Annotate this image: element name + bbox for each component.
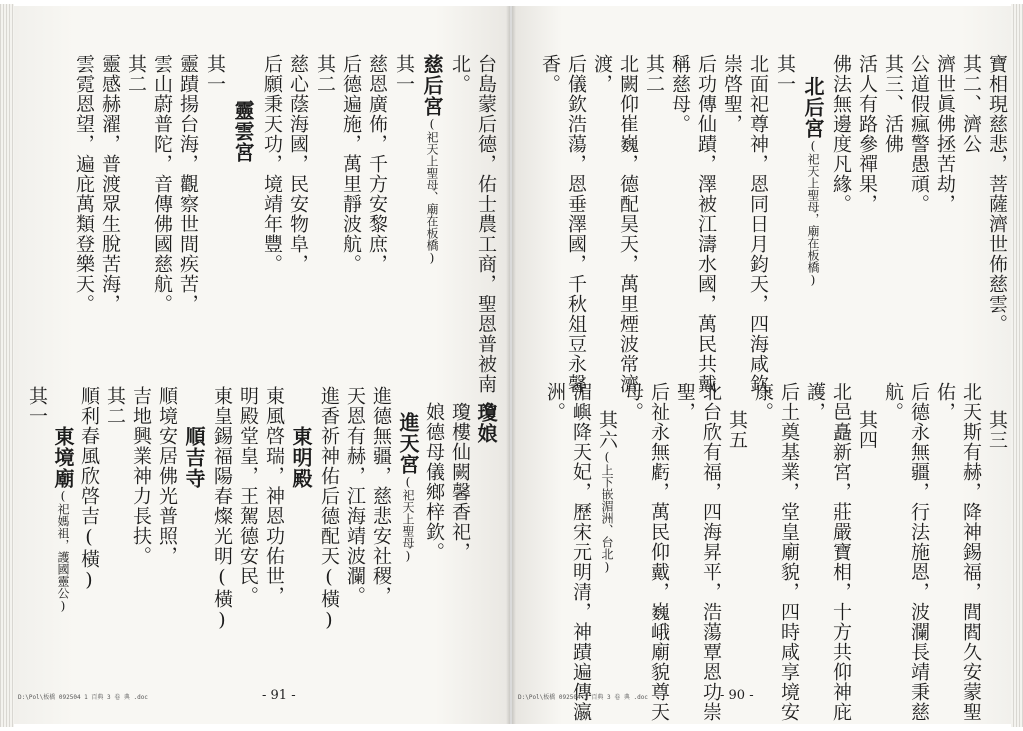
text-column — [27, 386, 46, 426]
text-column — [597, 410, 616, 574]
column-text: 其一 — [393, 54, 415, 94]
text-column — [205, 54, 224, 94]
column-annotation: (橫) — [78, 526, 100, 592]
text-column — [748, 54, 767, 394]
text-column — [100, 54, 119, 314]
column-text: 慈恩廣佈，千方安黎庶， — [366, 54, 388, 274]
text-column — [722, 54, 741, 134]
text-column — [987, 54, 1006, 334]
text-column — [779, 382, 798, 722]
text-column — [753, 382, 772, 422]
text-column — [961, 54, 980, 154]
column-text: 崇啓聖， — [721, 54, 743, 134]
column-text: 雲山蔚普陀，音傳佛國慈航。 — [151, 54, 173, 314]
column-text: 其二、濟公 — [960, 54, 982, 154]
text-column — [727, 410, 746, 450]
text-column — [909, 54, 928, 214]
column-text: 稱慈母。 — [669, 54, 691, 134]
column-text: 后祉永無虧，萬民仰戴，巍峨廟貌尊天 — [648, 382, 670, 722]
column-text: 公道假瘋警愚頑。 — [908, 54, 930, 214]
text-column — [262, 54, 281, 274]
text-column — [935, 54, 954, 214]
column-text: 其二 — [125, 54, 147, 94]
book-gutter — [506, 6, 516, 724]
column-text: 洲。 — [544, 382, 566, 422]
right-page-footer: D:\Pol\板橋 092504 1 百典 3 卷 典 .doc — [518, 694, 648, 701]
column-annotation: (祀天上聖母、廟在板橋) — [425, 117, 439, 265]
text-column — [238, 386, 257, 606]
column-text: 其四 — [856, 410, 878, 450]
text-column — [157, 386, 176, 566]
left-page-number: - 91 - — [262, 688, 296, 703]
text-column — [987, 410, 1006, 450]
text-column — [701, 382, 720, 722]
column-text: 佛法無邊度凡緣。 — [830, 54, 852, 214]
column-text: 慈后宮 — [420, 54, 444, 117]
column-text: 順吉寺 — [182, 426, 206, 489]
column-text: 東明殿 — [289, 426, 313, 489]
column-text: 其一 — [774, 54, 796, 94]
column-text: 其二 — [643, 54, 665, 94]
column-text: 順境安居佛光普照， — [156, 386, 178, 566]
page-edges-right — [1011, 4, 1023, 727]
column-text: 明殿堂皇，王駕德安民。 — [237, 386, 259, 606]
text-column — [450, 54, 469, 94]
text-column — [178, 54, 197, 314]
column-text: 后德遍施，萬里靜波航。 — [340, 54, 362, 274]
column-annotation: (祀天上聖母) — [401, 475, 415, 563]
column-text: 東境廟 — [51, 426, 75, 489]
section-heading — [53, 426, 73, 613]
text-column — [618, 54, 637, 394]
column-text: 北天斯有赫，降神錫福，閭閻久安蒙聖 — [960, 382, 982, 722]
text-column — [675, 382, 694, 422]
column-text: 其一 — [26, 386, 48, 426]
column-text: 北。 — [449, 54, 471, 94]
column-text: 東風啓瑞，神恩功佑世， — [263, 386, 285, 606]
section-heading — [233, 100, 253, 163]
text-column — [126, 54, 145, 94]
column-text: 后功傳仙蹟，澤被江濤水國，萬民共戴 — [695, 54, 717, 394]
text-column — [315, 54, 334, 94]
column-text: 進德無疆，慈悲安社稷， — [370, 386, 392, 606]
column-text: 娘德母儀鄉梓欽。 — [423, 402, 445, 562]
text-column — [345, 386, 364, 606]
text-column — [424, 402, 443, 562]
text-column — [540, 54, 559, 94]
column-text: 聖， — [674, 382, 696, 422]
column-annotation: (橫) — [211, 566, 233, 632]
text-column — [450, 402, 469, 562]
text-column — [131, 386, 150, 566]
text-column — [545, 382, 564, 422]
column-text: 進香祈神佑后德配天 — [318, 386, 340, 566]
left-page — [14, 6, 510, 724]
column-text: 台島蒙后德，佑士農工商，聖恩普被南 — [475, 54, 497, 394]
column-text: 靈感赫濯，普渡眾生脫苦海， — [99, 54, 121, 314]
column-text: 香。 — [539, 54, 561, 94]
text-column — [909, 382, 928, 722]
text-column — [831, 54, 850, 214]
column-annotation: (上下嵌湄洲、台北) — [600, 450, 614, 574]
text-column — [670, 54, 689, 134]
column-text: 其一 — [204, 54, 226, 94]
text-column — [212, 386, 231, 632]
section-heading — [291, 426, 311, 489]
column-text: 其五 — [726, 410, 748, 450]
column-text: 航。 — [882, 382, 904, 422]
column-text: 靈雲宮 — [231, 100, 255, 163]
text-column — [644, 54, 663, 94]
text-column — [152, 54, 171, 314]
column-text: 其二 — [104, 386, 126, 426]
section-heading — [398, 412, 418, 563]
section-heading — [184, 426, 204, 489]
text-column — [394, 54, 413, 94]
text-column — [264, 386, 283, 606]
column-text: 其六 — [596, 410, 618, 450]
right-page — [512, 6, 1011, 724]
text-column — [571, 382, 590, 722]
right-page-number: - 90 - — [720, 688, 754, 703]
column-text: 北面祀尊神，恩同日月鈞天，四海咸欽 — [747, 54, 769, 394]
section-heading — [803, 76, 823, 287]
text-column — [961, 382, 980, 722]
column-text: 后土奠基業，堂皇廟貌，四時咸享境安 — [778, 382, 800, 722]
column-text: 瓊娘 — [474, 402, 498, 444]
column-text: 其二 — [314, 54, 336, 94]
text-column — [775, 54, 794, 94]
text-column — [105, 386, 124, 426]
left-page-footer: D:\Pol\板橋 092504 1 百典 3 卷 典 .doc — [18, 694, 148, 701]
text-column — [935, 382, 954, 422]
text-column — [805, 382, 824, 422]
section-heading — [422, 54, 442, 265]
section-heading — [476, 402, 496, 444]
column-text: 北后宮 — [801, 76, 825, 139]
column-text: 其三 — [986, 410, 1008, 450]
text-column — [288, 54, 307, 274]
text-column — [857, 410, 876, 450]
text-column — [623, 382, 642, 422]
text-column — [371, 386, 390, 606]
text-column — [649, 382, 668, 722]
text-column — [79, 386, 98, 592]
column-text: 瓊樓仙闕馨香祀， — [449, 402, 471, 562]
column-text: 湄嶼降天妃，歷宋元明清，神蹟遍傳瀛 — [570, 382, 592, 722]
column-text: 后願秉天功，境靖年豐。 — [261, 54, 283, 274]
column-annotation: (橫) — [318, 566, 340, 632]
text-column — [883, 382, 902, 422]
text-column — [831, 382, 850, 722]
text-column — [883, 54, 902, 154]
column-annotation: (祀媽祖，護國靈公) — [56, 489, 70, 613]
text-column — [476, 54, 495, 394]
column-text: 后儀欽浩蕩，恩垂澤國，千秋俎豆永馨 — [565, 54, 587, 394]
column-text: 慈心蔭海國，民安物阜， — [287, 54, 309, 274]
column-text: 東皇錫福陽春燦光明 — [211, 386, 233, 566]
column-text: 北台欣有福，四海昇平，浩蕩覃恩功崇 — [700, 382, 722, 722]
text-column — [696, 54, 715, 394]
column-text: 后德永無疆，行法施恩，波瀾長靖秉慈 — [908, 382, 930, 722]
text-column — [319, 386, 338, 632]
column-text: 進天宮 — [396, 412, 420, 475]
column-text: 活人有路參禪果， — [856, 54, 878, 214]
column-text: 寶相現慈悲，菩薩濟世佈慈雲。 — [986, 54, 1008, 334]
column-text: 母。 — [622, 382, 644, 422]
column-text: 吉地興業神力長扶。 — [130, 386, 152, 566]
column-annotation: (祀天上聖母，廟在板橋) — [806, 139, 820, 287]
column-text: 濟世眞佛拯苦劫， — [934, 54, 956, 214]
text-column — [74, 54, 93, 314]
column-text: 護， — [804, 382, 826, 422]
column-text: 康。 — [752, 382, 774, 422]
column-text: 佑， — [934, 382, 956, 422]
text-column — [592, 54, 611, 94]
column-text: 渡， — [591, 54, 613, 94]
column-text: 順利春風欣啓吉 — [78, 386, 100, 526]
text-column — [566, 54, 585, 394]
column-text: 天恩有赫，江海靖波瀾。 — [344, 386, 366, 606]
column-text: 北邑矗新宮，莊嚴寶相，十方共仰神庇 — [830, 382, 852, 722]
column-text: 其三、活佛 — [882, 54, 904, 154]
column-text: 北闕仰崔巍，德配昊天，萬里煙波常濟 — [617, 54, 639, 394]
page-edges-left — [0, 4, 14, 727]
column-text: 靈蹟揚台海，觀察世間疾苦， — [177, 54, 199, 314]
column-text: 雲霓恩望，遍庇萬類登樂天。 — [73, 54, 95, 314]
text-column — [341, 54, 360, 274]
text-column — [367, 54, 386, 274]
text-column — [857, 54, 876, 214]
